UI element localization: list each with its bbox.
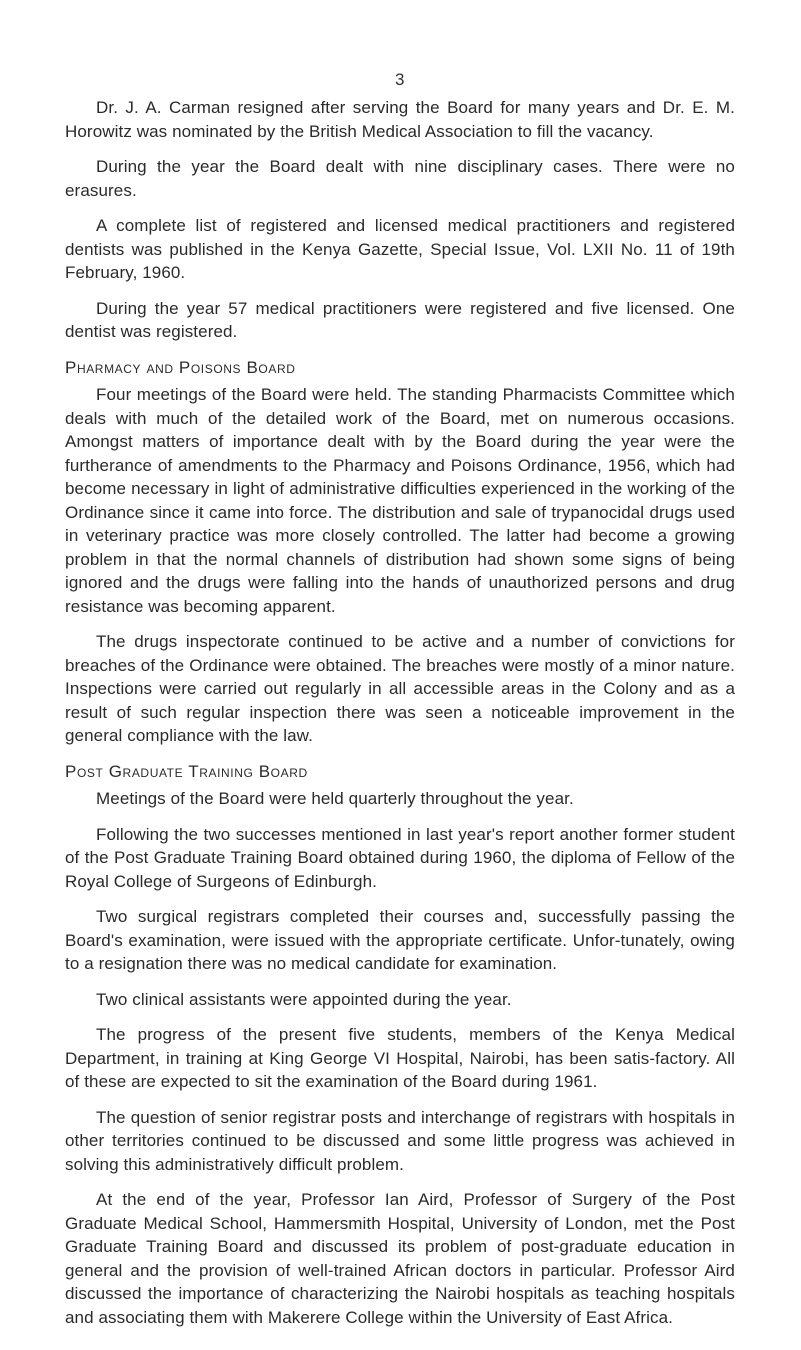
paragraph-professor-aird: At the end of the year, Professor Ian Aird, Professor of Surgery of the Post Graduate Medical School, Hammersmith Hospital, University of London, met the Post Graduate Training Board and discussed its problem of post-graduate education in general and the provision of well-trained African doctors in particular. Professor Aird discussed the importance of characterizing the Nairobi hospitals as teaching hospitals and associating them with Makerere College within the University of East Africa.: [65, 1190, 735, 1327]
paragraph-clinical-assistants: Two clinical assistants were appointed during the year.: [96, 989, 512, 1009]
paragraph-disciplinary-cases: During the year the Board dealt with nine disciplinary cases. There were no erasures.: [65, 157, 735, 200]
paragraph-gazette-list: A complete list of registered and licensed medical practitioners and registered dentists was published in the Kenya Gazette, Special Issue, Vol. LXII No. 11 of 19th February, 1960.: [65, 216, 735, 282]
page-number: 3: [395, 70, 405, 89]
page-body: [65, 96, 735, 1341]
paragraph-carman-resignation: Dr. J. A. Carman resigned after serving the Board for many years and Dr. E. M. Horowitz was nominated by the British Medical Association to fill the vacancy.: [65, 98, 735, 141]
paragraph-senior-registrar-posts: The question of senior registrar posts and interchange of registrars with hospitals in other territories continued to be discussed and some little progress was achieved in solving this administratively difficult problem.: [65, 1107, 735, 1174]
paragraph-drugs-inspectorate: The drugs inspectorate continued to be active and a number of convictions for breaches of the Ordinance were obtained. The breaches were mostly of a minor nature. Inspections were carried out regularly in all accessible areas in the Colony and as a result of such regular inspection there was seen a noticeable improvement in the general compliance with the law.: [65, 632, 735, 745]
paragraph-student-progress: The progress of the present five students, members of the Kenya Medical Department, in training at King George VI Hospital, Nairobi, has been satis-factory. All of these are expected to sit the examination of the Board during 1961.: [65, 1025, 735, 1091]
section-heading-postgrad: Post Graduate Training Board: [65, 761, 308, 781]
paragraph-quarterly-meetings: Meetings of the Board were held quarterly throughout the year.: [96, 789, 574, 808]
paragraph-surgical-registrars: Two surgical registrars completed their courses and, successfully passing the Board's examination, were issued with the appropriate certificate. Unfor-tunately, owing to a resignation there was no medical candidate for examination.: [65, 907, 735, 973]
paragraph-registrations: During the year 57 medical practitioners were registered and five licensed. One dentist was registered.: [65, 298, 735, 341]
paragraph-pharmacy-meetings: Four meetings of the Board were held. The standing Pharmacists Committee which deals with much of the detailed work of the Board, met on numerous occasions. Amongst matters of importance dealt with by the Board during the year were the furtherance of amendments to the Pharmacy and Poisons Ordinance, 1956, which had become necessary in light of administrative difficulties experienced in the working of the Ordinance since it came into force. The distribution and sale of trypanocidal drugs used in veterinary practice was more closely controlled. The latter had become a growing problem in that the normal channels of distribution had shown some signs of being ignored and the drugs were falling into the hands of unauthorized persons and drug resistance was becoming apparent.: [65, 385, 735, 616]
paragraph-fellowship-success: Following the two successes mentioned in last year's report another former student of the Post Graduate Training Board obtained during 1960, the diploma of Fellow of the Royal College of Surgeons of Edinburgh.: [65, 824, 735, 891]
section-heading-pharmacy: Pharmacy and Poisons Board: [65, 357, 296, 377]
